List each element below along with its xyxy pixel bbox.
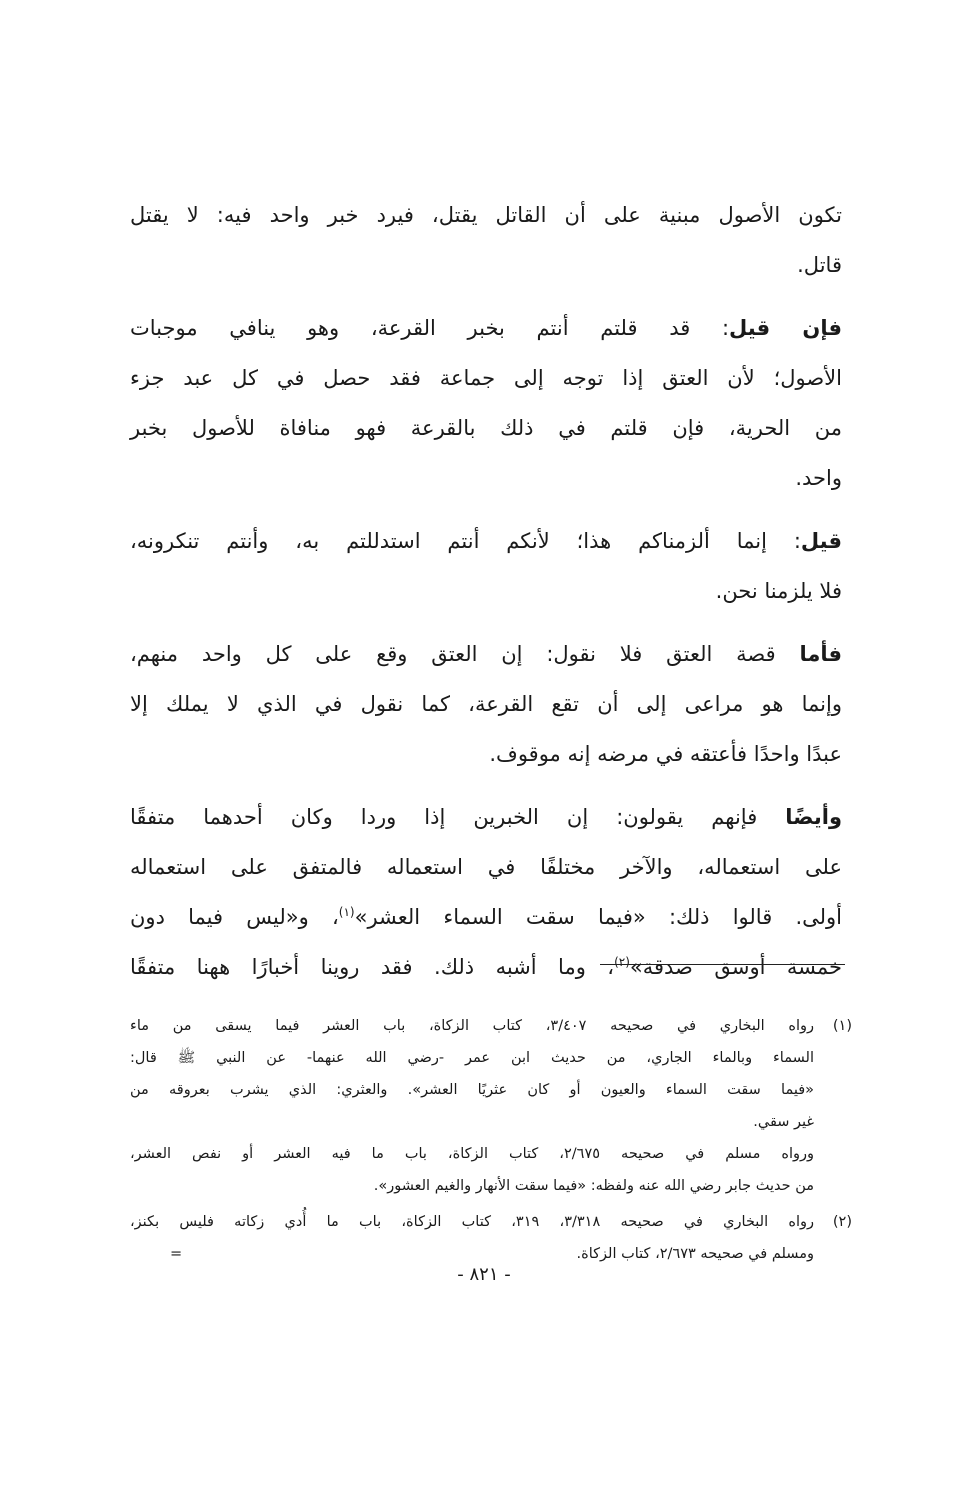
text-line: [130, 303, 842, 353]
footnote-line: غير سقي.: [753, 1114, 814, 1130]
paragraph: [130, 629, 842, 779]
footnote-number: (١): [832, 1018, 852, 1034]
page-number: - ٨٢١ -: [457, 1264, 511, 1285]
main-text: [130, 190, 842, 1005]
lead-word: فأما: [799, 642, 842, 666]
paragraph: [130, 792, 842, 992]
text-segment: ، وما أشبه ذلك. فقد روينا أخبارًا ههنا متفقًا: [130, 955, 615, 979]
paragraph: [130, 190, 842, 290]
footnote-number: (٢): [832, 1214, 852, 1230]
text-line: [130, 729, 842, 779]
text-line: [130, 240, 842, 290]
text-segment: ، و«ليس فيما دون: [130, 905, 339, 929]
text-line: [130, 679, 842, 729]
text-line: [130, 942, 842, 992]
text-line: [130, 892, 842, 942]
text-line: [130, 190, 842, 240]
text-line: [130, 403, 842, 453]
footnote-line: «فيما سقت السماء والعيون أو كان عثريًا العشر». والعثري: الذي يشرب بعروقه من: [130, 1082, 814, 1098]
text-line: [130, 516, 842, 566]
text-line: [130, 792, 842, 842]
text-segment: وإنما هو مراعى إلى أن تقع القرعة، كما نقول في الذي لا يملك إلا: [130, 692, 842, 716]
footnote-ref: (٢): [614, 955, 630, 969]
text-segment: من الحرية، فإن قلتم في ذلك بالقرعة فهو منافاة للأصول بخبر: [130, 416, 842, 440]
text-segment: تكون الأصول مبنية على أن القاتل يقتل، فيرد خبر واحد فيه: لا يقتل: [130, 203, 842, 227]
text-segment: قصة العتق فلا نقول: إن العتق وقع على كل واحد منهم،: [130, 642, 800, 666]
text-segment: عبدًا واحدًا فأعتقه في مرضه إنه موقوف.: [489, 742, 842, 766]
lead-word: وأيضًا: [785, 805, 842, 829]
text-segment: فلا يلزمنا نحن.: [715, 579, 842, 603]
text-segment: واحد.: [795, 466, 842, 490]
text-segment: على استعماله، والآخر مختلفًا في استعماله فالمتفق على استعماله: [130, 855, 842, 879]
footnote: [130, 1206, 852, 1270]
text-line: [130, 566, 842, 616]
text-segment: قاتل.: [797, 253, 842, 277]
lead-word: فإن قيل: [729, 316, 842, 340]
footnote-line: السماء وبالماء الجاري، من حديث ابن عمر -رضي الله عنهما- عن النبي ﷺ قال:: [130, 1050, 814, 1066]
text-segment: خمسة أوسق صدقة»: [629, 955, 842, 979]
text-line: [130, 842, 842, 892]
footnote-line: رواه البخاري في صحيحه ٣/٣١٨، ٣١٩، كتاب الزكاة، باب ما أُدي زكاته فليس بكنز،: [130, 1214, 814, 1230]
footnote-line: رواه البخاري في صحيحه ٣/٤٠٧، كتاب الزكاة، باب العشر فيما يسقى من ماء: [130, 1018, 815, 1034]
text-line: [130, 629, 842, 679]
footnote-separator: [600, 964, 845, 965]
footnote-line: ومسلم في صحيحه ٢/٦٧٣، كتاب الزكاة.: [576, 1246, 814, 1262]
lead-word: قيل: [800, 529, 842, 553]
footnote-ref: (١): [338, 905, 355, 919]
text-segment: : إنما ألزمناكم هذا؛ لأنكم أنتم استدللتم به، وأنتم تنكرونه،: [130, 529, 801, 553]
footnotes: [130, 1010, 852, 1274]
footnote-line: ورواه مسلم في صحيحه ٢/٦٧٥، كتاب الزكاة، باب ما فيه العشر أو نفص العشر،: [130, 1146, 815, 1162]
footnote: [130, 1010, 852, 1202]
continuation-mark: =: [170, 1246, 183, 1262]
text-segment: فإنهم يقولون: إن الخبرين إذا وردا وكان أحدهما متفقًا: [130, 805, 786, 829]
paragraph: [130, 516, 842, 616]
text-line: [130, 353, 842, 403]
footnote-line: من حديث جابر رضي الله عنه ولفظه: «فيما سقت الأنهار والغيم العشور».: [373, 1178, 814, 1194]
text-segment: : قد قلتم أنتم بخبر القرعة، وهو ينافي موجبات: [130, 316, 730, 340]
text-segment: أولى. قالوا ذلك: «فيما سقت السماء العشر»: [354, 905, 842, 929]
text-segment: الأصول؛ لأن العتق إذا توجه إلى جماعة فقد حصل في كل عبد جزء: [130, 366, 842, 390]
paragraph: [130, 303, 842, 503]
text-line: [130, 453, 842, 503]
